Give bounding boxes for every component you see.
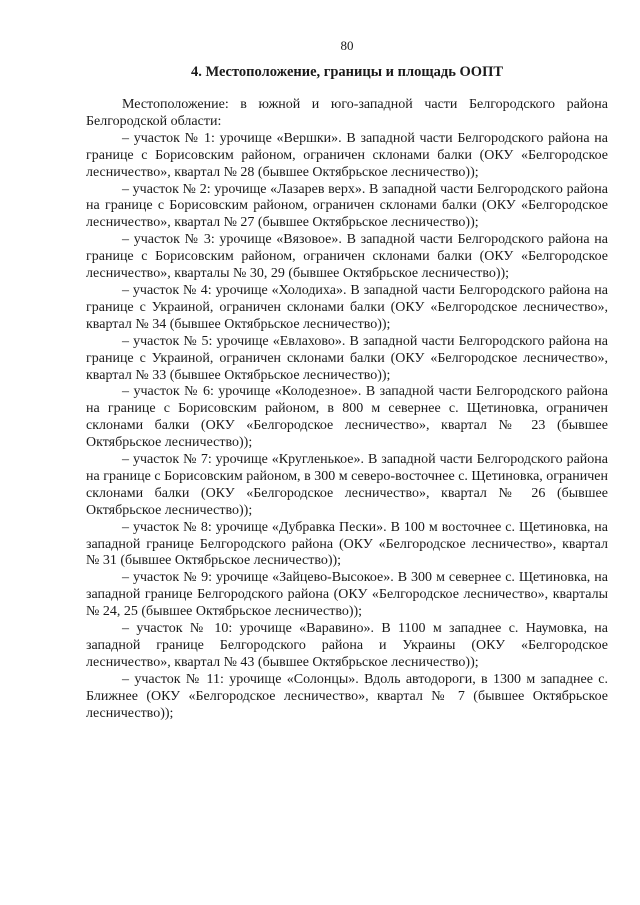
paragraph-plot-6: – участок № 6: урочище «Колодезное». В западной части Белгородского района на границе с Борисовским районом, в 800 м севернее с. Щетиновка, ограничен склонами балки (ОКУ «Белгородское лесничество», квартал № 23 (бывшее Октябрьское лесничество)); <box>86 384 608 451</box>
section-title: 4. Местоположение, границы и площадь ООПТ <box>190 64 504 80</box>
document-body <box>86 97 608 723</box>
page-number: 80 <box>340 38 354 53</box>
paragraph-plot-8: – участок № 8: урочище «Дубравка Пески». В 100 м восточнее с. Щетиновка, на западной границе Белгородского района (ОКУ «Белгородское лесничество», квартал № 31 (бывшее Октябрьское лесничество)); <box>86 519 608 569</box>
paragraph-plot-11: – участок № 11: урочище «Солонцы». Вдоль автодороги, в 1300 м западнее с. Ближнее (ОКУ «Белгородское лесничество», квартал № 7 (бывшее Октябрьское лесничество)); <box>86 671 608 721</box>
paragraph-plot-9: – участок № 9: урочище «Зайцево-Высокое». В 300 м севернее с. Щетиновка, на западной границе Белгородского района (ОКУ «Белгородское лесничество», кварталы № 24, 25 (бывшее Октябрьское лесничество)); <box>86 570 608 620</box>
paragraph-plot-2: – участок № 2: урочище «Лазарев верх». В западной части Белгородского района на границе с Борисовским районом, ограничен склонами балки (ОКУ «Белгородское лесничество», квартал № 27 (бывшее Октябрьское лесничество)); <box>86 181 608 231</box>
paragraph-plot-7: – участок № 7: урочище «Кругленькое». В западной части Белгородского района на границе с Борисовским районом, в 300 м северо-восточнее с. Щетиновка, ограничен склонами балки (ОКУ «Белгородское лесничество», квартал № 26 (бывшее Октябрьское лесничество)); <box>86 452 608 518</box>
paragraph-plot-3: – участок № 3: урочище «Вязовое». В западной части Белгородского района на границе с Борисовским районом, ограничен склонами балки (ОКУ «Белгородское лесничество», кварталы № 30, 29 (бывшее Октябрьское лесничество)); <box>86 232 608 282</box>
paragraph-plot-5: – участок № 5: урочище «Евлахово». В западной части Белгородского района на границе с Украиной, ограничен склонами балки (ОКУ «Белгородское лесничество», квартал № 33 (бывшее Октябрьское лесничество)); <box>86 333 608 383</box>
paragraph-plot-10: – участок № 10: урочище «Варавино». В 1100 м западнее с. Наумовка, на западной границе Белгородского района и Украины (ОКУ «Белгородское лесничество», квартал № 43 (бывшее Октябрьское лесничество)); <box>86 621 608 670</box>
paragraph-plot-4: – участок № 4: урочище «Холодиха». В западной части Белгородского района на границе с Украиной, ограничен склонами балки (ОКУ «Белгородское лесничество», квартал № 34 (бывшее Октябрьское лесничество)); <box>86 282 608 332</box>
paragraph-plot-1: – участок № 1: урочище «Вершки». В западной части Белгородского района на границе с Борисовским районом, ограничен склонами балки (ОКУ «Белгородское лесничество», квартал № 28 (бывшее Октябрьское лесничество)); <box>86 130 608 180</box>
paragraph-location: Местоположение: в южной и юго-западной части Белгородского района Белгородской области: <box>86 97 608 129</box>
